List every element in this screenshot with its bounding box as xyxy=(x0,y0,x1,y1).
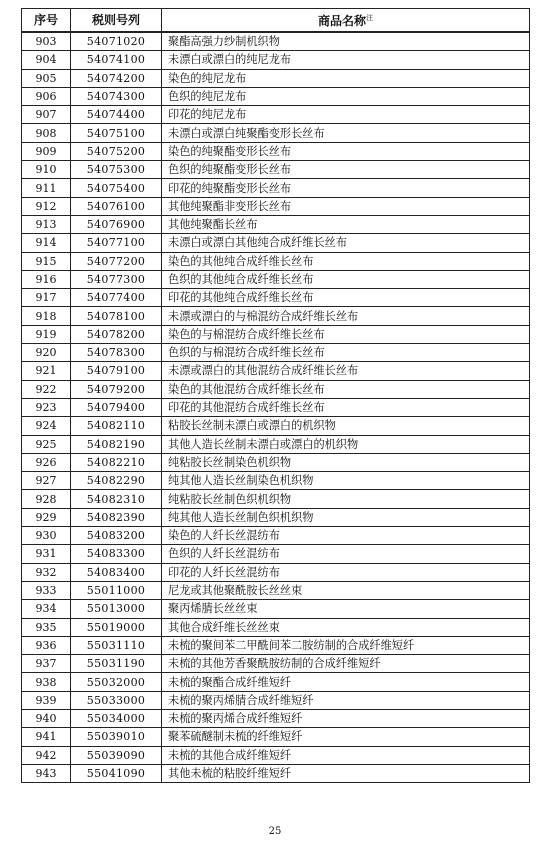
table-row xyxy=(22,453,530,471)
product-name-cell: 色织的与棉混纺合成纤维长丝布 xyxy=(162,344,530,362)
product-name-cell: 未漂白或漂白其他纯合成纤维长丝布 xyxy=(162,234,530,252)
header-serial-number: 序号 xyxy=(22,9,71,33)
tariff-code-cell: 55019000 xyxy=(71,618,162,636)
table-row xyxy=(22,215,530,233)
serial-number-cell: 932 xyxy=(22,563,71,581)
serial-number-cell: 934 xyxy=(22,600,71,618)
table-row xyxy=(22,344,530,362)
product-name-cell: 纯粘胶长丝制染色机织物 xyxy=(162,453,530,471)
table-row xyxy=(22,746,530,764)
product-name-cell: 未漂或漂白的其他混纺合成纤维长丝布 xyxy=(162,362,530,380)
table-row xyxy=(22,508,530,526)
tariff-code-cell: 54082390 xyxy=(71,508,162,526)
table-row xyxy=(22,87,530,105)
table-row xyxy=(22,51,530,69)
product-name-cell: 染色的与棉混纺合成纤维长丝布 xyxy=(162,325,530,343)
serial-number-cell: 912 xyxy=(22,197,71,215)
table-row xyxy=(22,398,530,416)
table-row xyxy=(22,545,530,563)
serial-number-cell: 907 xyxy=(22,106,71,124)
product-name-cell: 印花的其他纯合成纤维长丝布 xyxy=(162,289,530,307)
serial-number-cell: 938 xyxy=(22,673,71,691)
serial-number-cell: 935 xyxy=(22,618,71,636)
product-name-cell: 染色的纯聚酯变形长丝布 xyxy=(162,142,530,160)
tariff-code-cell: 54077100 xyxy=(71,234,162,252)
serial-number-cell: 913 xyxy=(22,215,71,233)
table-row xyxy=(22,362,530,380)
tariff-code-cell: 54076900 xyxy=(71,215,162,233)
product-name-cell: 未梳的其他合成纤维短纤 xyxy=(162,746,530,764)
tariff-code-cell: 54082190 xyxy=(71,435,162,453)
serial-number-cell: 925 xyxy=(22,435,71,453)
product-name-cell: 染色的人纤长丝混纺布 xyxy=(162,527,530,545)
tariff-code-cell: 54075100 xyxy=(71,124,162,142)
product-name-cell: 聚丙烯腈长丝丝束 xyxy=(162,600,530,618)
product-name-cell: 未漂或漂白的与棉混纺合成纤维长丝布 xyxy=(162,307,530,325)
serial-number-cell: 915 xyxy=(22,252,71,270)
product-name-cell: 尼龙或其他聚酰胺长丝丝束 xyxy=(162,581,530,599)
serial-number-cell: 926 xyxy=(22,453,71,471)
tariff-code-cell: 54075300 xyxy=(71,161,162,179)
tariff-code-cell: 54082310 xyxy=(71,490,162,508)
product-name-cell: 染色的其他混纺合成纤维长丝布 xyxy=(162,380,530,398)
tariff-table xyxy=(21,8,530,783)
header-product-name-label: 商品名称 xyxy=(317,14,366,28)
tariff-code-cell: 54083200 xyxy=(71,527,162,545)
header-note-marker: 注 xyxy=(366,14,373,22)
serial-number-cell: 911 xyxy=(22,179,71,197)
table-row xyxy=(22,106,530,124)
tariff-code-cell: 54082110 xyxy=(71,417,162,435)
serial-number-cell: 918 xyxy=(22,307,71,325)
serial-number-cell: 917 xyxy=(22,289,71,307)
serial-number-cell: 930 xyxy=(22,527,71,545)
product-name-cell: 未梳的其他芳香聚酰胺纺制的合成纤维短纤 xyxy=(162,655,530,673)
table-row xyxy=(22,709,530,727)
tariff-code-cell: 54075400 xyxy=(71,179,162,197)
tariff-code-cell: 54077300 xyxy=(71,270,162,288)
serial-number-cell: 943 xyxy=(22,764,71,782)
tariff-code-cell: 54077400 xyxy=(71,289,162,307)
serial-number-cell: 905 xyxy=(22,69,71,87)
table-row xyxy=(22,563,530,581)
table-row xyxy=(22,179,530,197)
product-name-cell: 印花的其他混纺合成纤维长丝布 xyxy=(162,398,530,416)
product-name-cell: 印花的纯尼龙布 xyxy=(162,106,530,124)
tariff-code-cell: 55041090 xyxy=(71,764,162,782)
product-name-cell: 其他合成纤维长丝丝束 xyxy=(162,618,530,636)
tariff-code-cell: 54083300 xyxy=(71,545,162,563)
tariff-code-cell: 54082210 xyxy=(71,453,162,471)
tariff-code-cell: 54074100 xyxy=(71,51,162,69)
table-row xyxy=(22,472,530,490)
serial-number-cell: 939 xyxy=(22,691,71,709)
serial-number-cell: 927 xyxy=(22,472,71,490)
product-name-cell: 其他未梳的粘胶纤维短纤 xyxy=(162,764,530,782)
product-name-cell: 纯其他人造长丝制染色机织物 xyxy=(162,472,530,490)
product-name-cell: 未梳的聚丙烯合成纤维短纤 xyxy=(162,709,530,727)
product-name-cell: 未漂白或漂白纯聚酯变形长丝布 xyxy=(162,124,530,142)
serial-number-cell: 910 xyxy=(22,161,71,179)
tariff-code-cell: 55032000 xyxy=(71,673,162,691)
serial-number-cell: 929 xyxy=(22,508,71,526)
product-name-cell: 印花的纯聚酯变形长丝布 xyxy=(162,179,530,197)
table-row xyxy=(22,728,530,746)
table-body xyxy=(22,32,530,783)
tariff-code-cell: 55031190 xyxy=(71,655,162,673)
table-row xyxy=(22,142,530,160)
serial-number-cell: 928 xyxy=(22,490,71,508)
product-name-cell: 未梳的聚间苯二甲酰间苯二胺纺制的合成纤维短纤 xyxy=(162,636,530,654)
product-name-cell: 聚苯硫醚制未梳的纤维短纤 xyxy=(162,728,530,746)
table-row xyxy=(22,325,530,343)
table-row xyxy=(22,252,530,270)
tariff-code-cell: 55013000 xyxy=(71,600,162,618)
table-row xyxy=(22,124,530,142)
serial-number-cell: 942 xyxy=(22,746,71,764)
table-row xyxy=(22,69,530,87)
table-row xyxy=(22,289,530,307)
tariff-code-cell: 55034000 xyxy=(71,709,162,727)
table-row xyxy=(22,161,530,179)
serial-number-cell: 923 xyxy=(22,398,71,416)
tariff-code-cell: 54074300 xyxy=(71,87,162,105)
serial-number-cell: 909 xyxy=(22,142,71,160)
serial-number-cell: 924 xyxy=(22,417,71,435)
tariff-code-cell: 54078200 xyxy=(71,325,162,343)
serial-number-cell: 922 xyxy=(22,380,71,398)
table-row xyxy=(22,600,530,618)
product-name-cell: 色织的其他纯合成纤维长丝布 xyxy=(162,270,530,288)
table-row xyxy=(22,655,530,673)
product-name-cell: 纯其他人造长丝制色织机织物 xyxy=(162,508,530,526)
tariff-code-cell: 54074400 xyxy=(71,106,162,124)
product-name-cell: 未梳的聚丙烯腈合成纤维短纤 xyxy=(162,691,530,709)
serial-number-cell: 903 xyxy=(22,32,71,51)
header-tariff-code: 税则号列 xyxy=(71,9,162,33)
table-row xyxy=(22,636,530,654)
tariff-code-cell: 54079400 xyxy=(71,398,162,416)
tariff-code-cell: 55039090 xyxy=(71,746,162,764)
tariff-code-cell: 55031110 xyxy=(71,636,162,654)
tariff-code-cell: 54074200 xyxy=(71,69,162,87)
product-name-cell: 纯粘胶长丝制色织机织物 xyxy=(162,490,530,508)
product-name-cell: 色织的人纤长丝混纺布 xyxy=(162,545,530,563)
table-row xyxy=(22,618,530,636)
serial-number-cell: 937 xyxy=(22,655,71,673)
table-header-row xyxy=(22,9,530,33)
table-row xyxy=(22,490,530,508)
product-name-cell: 未漂白或漂白的纯尼龙布 xyxy=(162,51,530,69)
serial-number-cell: 908 xyxy=(22,124,71,142)
serial-number-cell: 940 xyxy=(22,709,71,727)
tariff-code-cell: 55033000 xyxy=(71,691,162,709)
table-row xyxy=(22,581,530,599)
serial-number-cell: 904 xyxy=(22,51,71,69)
product-name-cell: 其他纯聚酯非变形长丝布 xyxy=(162,197,530,215)
page-number: 25 xyxy=(268,826,282,837)
serial-number-cell: 933 xyxy=(22,581,71,599)
table-row xyxy=(22,691,530,709)
serial-number-cell: 906 xyxy=(22,87,71,105)
tariff-code-cell: 55011000 xyxy=(71,581,162,599)
tariff-code-cell: 54082290 xyxy=(71,472,162,490)
serial-number-cell: 916 xyxy=(22,270,71,288)
header-product-name xyxy=(162,9,530,33)
table-row xyxy=(22,234,530,252)
table-row xyxy=(22,32,530,51)
table-row xyxy=(22,764,530,782)
tariff-code-cell: 54076100 xyxy=(71,197,162,215)
tariff-code-cell: 55039010 xyxy=(71,728,162,746)
tariff-code-cell: 54077200 xyxy=(71,252,162,270)
product-name-cell: 色织的纯聚酯变形长丝布 xyxy=(162,161,530,179)
product-name-cell: 其他纯聚酯长丝布 xyxy=(162,215,530,233)
serial-number-cell: 936 xyxy=(22,636,71,654)
serial-number-cell: 914 xyxy=(22,234,71,252)
product-name-cell: 其他人造长丝制未漂白或漂白的机织物 xyxy=(162,435,530,453)
table-row xyxy=(22,673,530,691)
table-row xyxy=(22,417,530,435)
tariff-code-cell: 54079100 xyxy=(71,362,162,380)
product-name-cell: 未梳的聚酯合成纤维短纤 xyxy=(162,673,530,691)
serial-number-cell: 931 xyxy=(22,545,71,563)
serial-number-cell: 919 xyxy=(22,325,71,343)
table-row xyxy=(22,435,530,453)
tariff-code-cell: 54075200 xyxy=(71,142,162,160)
tariff-code-cell: 54078300 xyxy=(71,344,162,362)
table-row xyxy=(22,307,530,325)
serial-number-cell: 920 xyxy=(22,344,71,362)
tariff-code-cell: 54083400 xyxy=(71,563,162,581)
tariff-code-cell: 54078100 xyxy=(71,307,162,325)
table-row xyxy=(22,270,530,288)
serial-number-cell: 941 xyxy=(22,728,71,746)
product-name-cell: 色织的纯尼龙布 xyxy=(162,87,530,105)
table-row xyxy=(22,197,530,215)
product-name-cell: 聚酯高强力纱制机织物 xyxy=(162,32,530,51)
table-row xyxy=(22,527,530,545)
product-name-cell: 粘胶长丝制未漂白或漂白的机织物 xyxy=(162,417,530,435)
tariff-code-cell: 54079200 xyxy=(71,380,162,398)
product-name-cell: 印花的人纤长丝混纺布 xyxy=(162,563,530,581)
tariff-code-cell: 54071020 xyxy=(71,32,162,51)
product-name-cell: 染色的其他纯合成纤维长丝布 xyxy=(162,252,530,270)
serial-number-cell: 921 xyxy=(22,362,71,380)
table-row xyxy=(22,380,530,398)
product-name-cell: 染色的纯尼龙布 xyxy=(162,69,530,87)
